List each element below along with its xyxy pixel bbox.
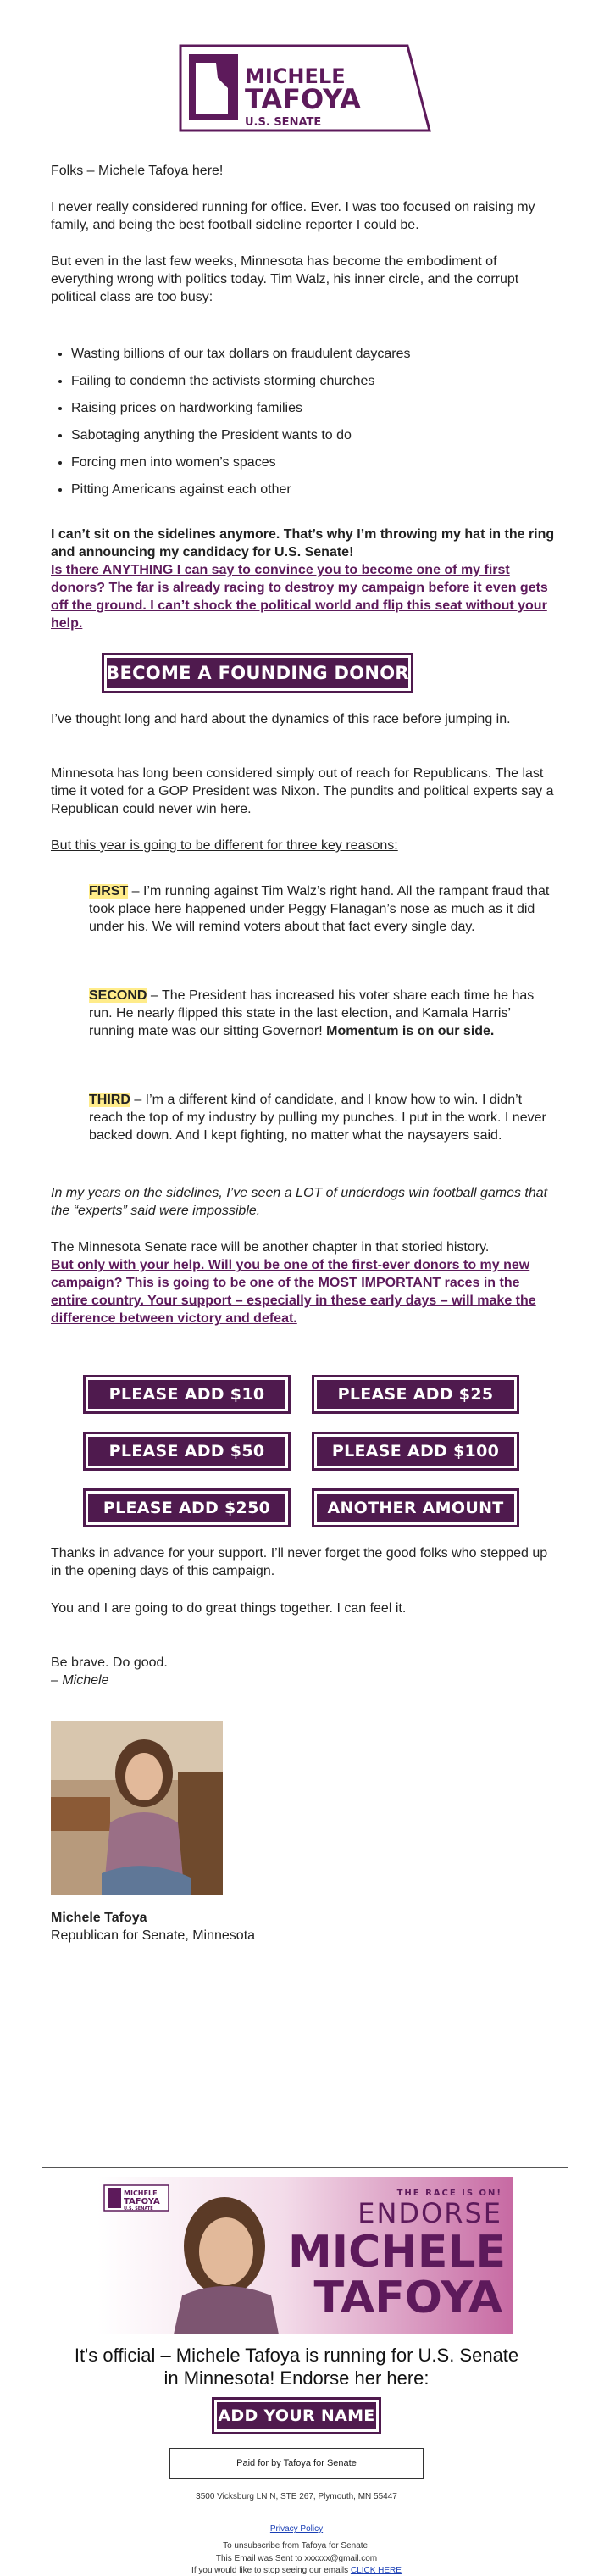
second-bold: Momentum is on our side. [326,1024,495,1038]
banner-name-2: TAFOYA [313,2273,502,2323]
donate-250-button[interactable]: PLEASE ADD $250 [83,1488,291,1527]
founding-donor-button[interactable]: BECOME A FOUNDING DONOR [102,653,413,693]
greeting: Folks – Michele Tafoya here! [51,164,224,178]
sent-to-text: This Email was Sent to xxxxxx@gmail.com [215,2554,378,2563]
paid-for-text: Paid for by Tafoya for Senate [236,2458,357,2468]
add-your-name-button[interactable]: ADD YOUR NAME [212,2397,381,2434]
second-label: SECOND [89,988,147,1003]
paragraph-8: The Minnesota Senate race will be another chapter in that storied history. [51,1240,490,1255]
donor-appeal-link[interactable]: Is there ANYTHING I can say to convince you to become one of my first donors? The far is already racing to destroy my campaign before it even gets off the ground. I can’t shock the political world and flip this seat without your help. [51,563,548,631]
list-item: • Sabotaging anything the President wants to do [71,426,579,444]
banner-logo-line-3: U.S. SENATE [124,2206,153,2212]
announcement-block [51,526,559,632]
first-donors-link[interactable]: But only with your help. Will you be one of the first-ever donors to my new campaign? This is going to be one of the MOST IMPORTANT races in the entire country. Your support – especially in these early days – will make the difference between victory and defeat. [51,1258,536,1326]
announcement-text: I can’t sit on the sidelines anymore. That’s why I’m throwing my hat in the ring and announcing my candidacy for U.S. Senate! [51,527,555,559]
reason-second [89,987,555,1040]
stop-emails-text: If you would like to stop seeing our emails [191,2566,351,2575]
banner-logo-line-2: TAFOYA [124,2197,160,2206]
banner-name-1: MICHELE [288,2227,506,2278]
logo-line-3: U.S. SENATE [245,116,322,129]
unsubscribe-text: To unsubscribe from Tafoya for Senate, [223,2541,370,2551]
list-item: • Wasting billions of our tax dollars on fraudulent daycares [71,345,579,363]
paragraph-1: I never really considered running for office. Ever. I was too focused on raising my family, and being the best football sideline reporter I could be. [51,200,535,232]
paragraph-6: But this year is going to be different for three key reasons: [51,838,398,853]
signoff-line-1: Be brave. Do good. [51,1655,168,1670]
banner-logo-line-1: MICHELE [124,2189,158,2197]
privacy-policy-link[interactable]: Privacy Policy [269,2524,324,2534]
donate-50-button[interactable]: PLEASE ADD $50 [83,1432,291,1471]
signature-title: Republican for Senate, Minnesota [51,1928,256,1943]
paragraph-9: Thanks in advance for your support. I’ll never forget the good folks who stepped up in the opening days of this campaign. [51,1546,548,1578]
reason-first [89,882,555,936]
address: 3500 Vicksburg LN N, STE 267, Plymouth, MN 55447 [196,2492,397,2501]
banner-tagline: THE RACE IS ON! [396,2189,502,2198]
paragraph-10: You and I are going to do great things together. I can feel it. [51,1601,407,1616]
signature-name: Michele Tafoya [51,1911,147,1925]
stop-emails-line [0,2566,593,2575]
footer-divider [42,2167,568,2168]
donate-10-button[interactable]: PLEASE ADD $10 [83,1375,291,1414]
official-announcement: It's official – Michele Tafoya is running for U.S. Senate in Minnesota! Endorse her here: [74,2345,519,2389]
banner-endorse: ENDORSE [357,2197,502,2229]
paragraph-2: But even in the last few weeks, Minnesota has become the embodiment of everything wrong with politics today. Tim Walz, his inner circle, and the corrupt political class are too busy: [51,254,519,304]
candidate-photo [51,1721,223,1895]
logo-line-2: TAFOYA [245,83,361,115]
donate-other-button[interactable]: ANOTHER AMOUNT [312,1488,519,1527]
paid-for-box [169,2448,424,2479]
list-item: • Forcing men into women’s spaces [71,453,579,471]
third-text: – I’m a different kind of candidate, and I know how to win. I didn’t reach the top of my industry by pulling my punches. I put in the work. I never backed down. And I kept fighting, no matter what the naysayers said. [89,1093,546,1143]
donate-100-button[interactable]: PLEASE ADD $100 [312,1432,519,1471]
signoff-line-2: – Michele [51,1673,109,1688]
first-label: FIRST [89,884,129,899]
bullet-list [53,345,579,508]
third-label: THIRD [89,1093,130,1107]
help-block [51,1238,559,1327]
list-item: • Pitting Americans against each other [71,481,579,498]
second-text: – The President has increased his voter share each time he has run. He nearly flipped this state in the last election, and Kamala Harris’ running mate was our sitting Governor! [89,988,535,1038]
logo-line-1: MICHELE [245,64,346,88]
paragraph-4: I’ve thought long and hard about the dynamics of this race before jumping in. [51,712,511,726]
paragraph-5: Minnesota has long been considered simply out of reach for Republicans. The last time it voted for a GOP President was Nixon. The pundits and political experts say a Republican could never win here. [51,766,554,816]
list-item: • Failing to condemn the activists storming churches [71,372,579,390]
first-text: – I’m running against Tim Walz’s right hand. All the rampant fraud that took place here happened under Peggy Flanagan’s nose as much as it did under his. We will remind voters about that fact every single day. [89,884,550,934]
click-here-link[interactable]: CLICK HERE [350,2566,402,2575]
donate-25-button[interactable]: PLEASE ADD $25 [312,1375,519,1414]
endorse-banner[interactable] [97,2177,513,2334]
reason-third [89,1091,555,1144]
paragraph-7: In my years on the sidelines, I’ve seen a LOT of underdogs win football games that the “experts” said were impossible. [51,1186,548,1218]
list-item: • Raising prices on hardworking families [71,399,579,417]
campaign-logo [179,44,431,132]
